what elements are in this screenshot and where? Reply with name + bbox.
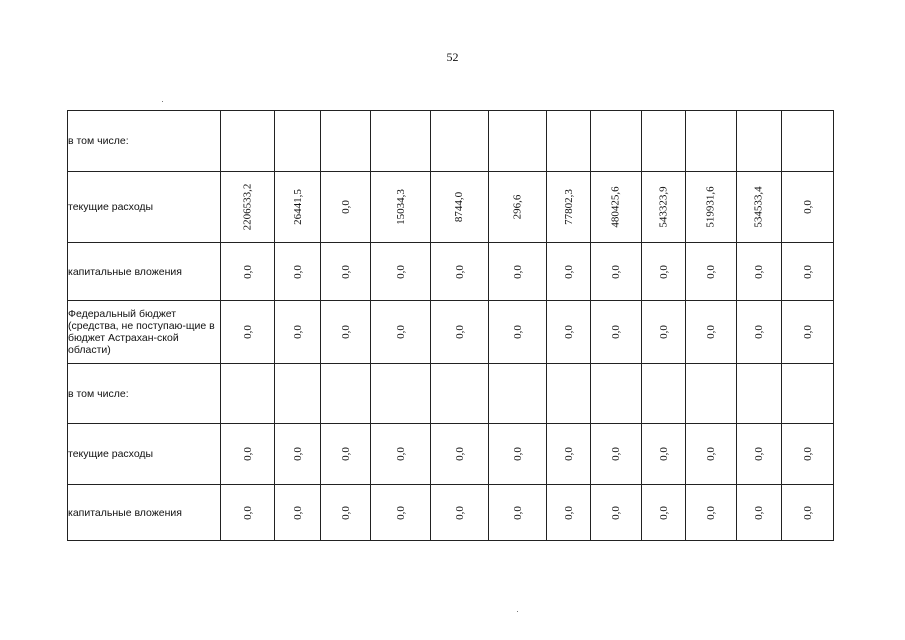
- value-cell: [737, 172, 782, 243]
- cell-value: 0,0: [453, 505, 466, 520]
- value-cell: [431, 485, 489, 541]
- cell-value: 0,0: [705, 505, 717, 520]
- cell-value: 0,0: [562, 264, 575, 279]
- cell-value: 0,0: [241, 325, 254, 339]
- value-cell: [591, 111, 642, 172]
- value-cell: [371, 111, 431, 172]
- cell-value: 0,0: [511, 325, 524, 339]
- value-cell: [431, 364, 489, 424]
- cell-value: 15034,3: [394, 189, 407, 225]
- cell-value: 0,0: [562, 325, 575, 339]
- budget-table: [67, 110, 834, 541]
- value-cell: [489, 485, 547, 541]
- value-cell: [321, 111, 371, 172]
- cell-value: 0,0: [753, 505, 765, 520]
- cell-value: 0,0: [339, 325, 352, 339]
- value-cell: [371, 364, 431, 424]
- value-cell: [321, 172, 371, 243]
- value-cell: [547, 424, 591, 485]
- value-cell: [489, 364, 547, 424]
- table-row: [68, 111, 834, 172]
- cell-value: 0,0: [394, 264, 407, 279]
- value-cell: [782, 364, 834, 424]
- value-cell: [686, 424, 737, 485]
- value-cell: [431, 243, 489, 301]
- cell-value: 2206533,2: [241, 183, 254, 231]
- table-row: [68, 364, 834, 424]
- value-cell: [737, 424, 782, 485]
- value-cell: [321, 424, 371, 485]
- value-cell: [642, 424, 686, 485]
- value-cell: [321, 364, 371, 424]
- value-cell: [547, 301, 591, 364]
- value-cell: [642, 364, 686, 424]
- cell-value: 0,0: [753, 264, 765, 279]
- value-cell: [686, 243, 737, 301]
- cell-value: 0,0: [753, 447, 765, 461]
- row-label: текущие расходы: [68, 172, 221, 243]
- cell-value: 0,0: [291, 447, 304, 461]
- scan-speck-bottom: [517, 611, 518, 612]
- value-cell: [591, 172, 642, 243]
- value-cell: [591, 485, 642, 541]
- value-cell: [371, 172, 431, 243]
- cell-value: 0,0: [801, 264, 814, 279]
- value-cell: [321, 243, 371, 301]
- cell-value: 0,0: [657, 505, 670, 520]
- cell-value: 26441,5: [291, 189, 304, 225]
- cell-value: 534533,4: [753, 186, 765, 228]
- cell-value: 0,0: [241, 264, 254, 279]
- value-cell: [371, 243, 431, 301]
- table-row: [68, 243, 834, 301]
- cell-value: 0,0: [801, 447, 814, 461]
- value-cell: [782, 111, 834, 172]
- cell-value: 0,0: [511, 447, 524, 461]
- value-cell: [686, 364, 737, 424]
- row-label: капитальные вложения: [68, 485, 221, 541]
- value-cell: [275, 485, 321, 541]
- row-label: Федеральный бюджет (средства, не поступаю-щие в бюджет Астрахан-ской области): [68, 301, 221, 364]
- cell-value: 0,0: [511, 264, 524, 279]
- cell-value: 0,0: [394, 505, 407, 520]
- value-cell: [321, 301, 371, 364]
- cell-value: 0,0: [339, 505, 352, 520]
- cell-value: 0,0: [562, 505, 575, 520]
- value-cell: [547, 485, 591, 541]
- value-cell: [221, 485, 275, 541]
- cell-value: 0,0: [657, 325, 670, 339]
- row-label: текущие расходы: [68, 424, 221, 485]
- value-cell: [489, 172, 547, 243]
- table-row: [68, 485, 834, 541]
- value-cell: [642, 301, 686, 364]
- cell-value: 0,0: [657, 447, 670, 461]
- value-cell: [221, 172, 275, 243]
- table-row: [68, 172, 834, 243]
- row-label: в том числе:: [68, 364, 221, 424]
- cell-value: 0,0: [453, 447, 466, 461]
- value-cell: [591, 364, 642, 424]
- page-number: 52: [446, 50, 459, 64]
- value-cell: [642, 485, 686, 541]
- value-cell: [221, 301, 275, 364]
- cell-value: 0,0: [610, 505, 622, 520]
- cell-value: 0,0: [241, 505, 254, 520]
- value-cell: [686, 172, 737, 243]
- cell-value: 0,0: [562, 447, 575, 461]
- cell-value: 543323,9: [657, 186, 670, 228]
- cell-value: 0,0: [453, 264, 466, 279]
- value-cell: [686, 485, 737, 541]
- value-cell: [431, 172, 489, 243]
- cell-value: 0,0: [705, 325, 717, 339]
- value-cell: [489, 111, 547, 172]
- cell-value: 0,0: [610, 325, 622, 339]
- value-cell: [221, 111, 275, 172]
- cell-value: 0,0: [291, 505, 304, 520]
- cell-value: 0,0: [241, 447, 254, 461]
- value-cell: [737, 243, 782, 301]
- cell-value: 0,0: [453, 325, 466, 339]
- value-cell: [221, 243, 275, 301]
- value-cell: [275, 243, 321, 301]
- cell-value: 519931,6: [705, 186, 717, 228]
- value-cell: [737, 364, 782, 424]
- value-cell: [431, 111, 489, 172]
- value-cell: [591, 243, 642, 301]
- value-cell: [547, 364, 591, 424]
- value-cell: [782, 301, 834, 364]
- cell-value: 296,6: [511, 194, 524, 220]
- row-label: капитальные вложения: [68, 243, 221, 301]
- value-cell: [642, 243, 686, 301]
- value-cell: [275, 172, 321, 243]
- cell-value: 0,0: [801, 200, 814, 214]
- cell-value: 0,0: [801, 325, 814, 339]
- cell-value: 0,0: [394, 447, 407, 461]
- value-cell: [642, 111, 686, 172]
- cell-value: 8744,0: [453, 191, 466, 223]
- value-cell: [371, 301, 431, 364]
- value-cell: [371, 424, 431, 485]
- cell-value: 0,0: [801, 505, 814, 520]
- cell-value: 0,0: [291, 264, 304, 279]
- cell-value: 0,0: [753, 325, 765, 339]
- value-cell: [489, 301, 547, 364]
- value-cell: [686, 111, 737, 172]
- cell-value: 0,0: [610, 447, 622, 461]
- scan-speck-top: [162, 101, 163, 102]
- cell-value: 0,0: [339, 264, 352, 279]
- value-cell: [431, 301, 489, 364]
- value-cell: [686, 301, 737, 364]
- value-cell: [782, 243, 834, 301]
- value-cell: [221, 424, 275, 485]
- cell-value: 0,0: [705, 447, 717, 461]
- cell-value: 0,0: [511, 505, 524, 520]
- value-cell: [275, 301, 321, 364]
- value-cell: [371, 485, 431, 541]
- cell-value: 0,0: [339, 200, 352, 214]
- value-cell: [489, 424, 547, 485]
- value-cell: [431, 424, 489, 485]
- cell-value: 0,0: [610, 264, 622, 279]
- cell-value: 0,0: [657, 264, 670, 279]
- value-cell: [782, 485, 834, 541]
- value-cell: [547, 172, 591, 243]
- cell-value: 0,0: [291, 325, 304, 339]
- value-cell: [275, 364, 321, 424]
- cell-value: 77802,3: [562, 189, 575, 225]
- value-cell: [221, 364, 275, 424]
- value-cell: [275, 111, 321, 172]
- value-cell: [737, 111, 782, 172]
- value-cell: [591, 301, 642, 364]
- value-cell: [547, 243, 591, 301]
- value-cell: [489, 243, 547, 301]
- table-row: [68, 301, 834, 364]
- value-cell: [782, 172, 834, 243]
- value-cell: [782, 424, 834, 485]
- cell-value: 480425,6: [610, 186, 622, 228]
- cell-value: 0,0: [705, 264, 717, 279]
- value-cell: [642, 172, 686, 243]
- value-cell: [737, 301, 782, 364]
- table-row: [68, 424, 834, 485]
- value-cell: [547, 111, 591, 172]
- cell-value: 0,0: [394, 325, 407, 339]
- value-cell: [591, 424, 642, 485]
- cell-value: 0,0: [339, 447, 352, 461]
- value-cell: [275, 424, 321, 485]
- row-label: в том числе:: [68, 111, 221, 172]
- value-cell: [737, 485, 782, 541]
- value-cell: [321, 485, 371, 541]
